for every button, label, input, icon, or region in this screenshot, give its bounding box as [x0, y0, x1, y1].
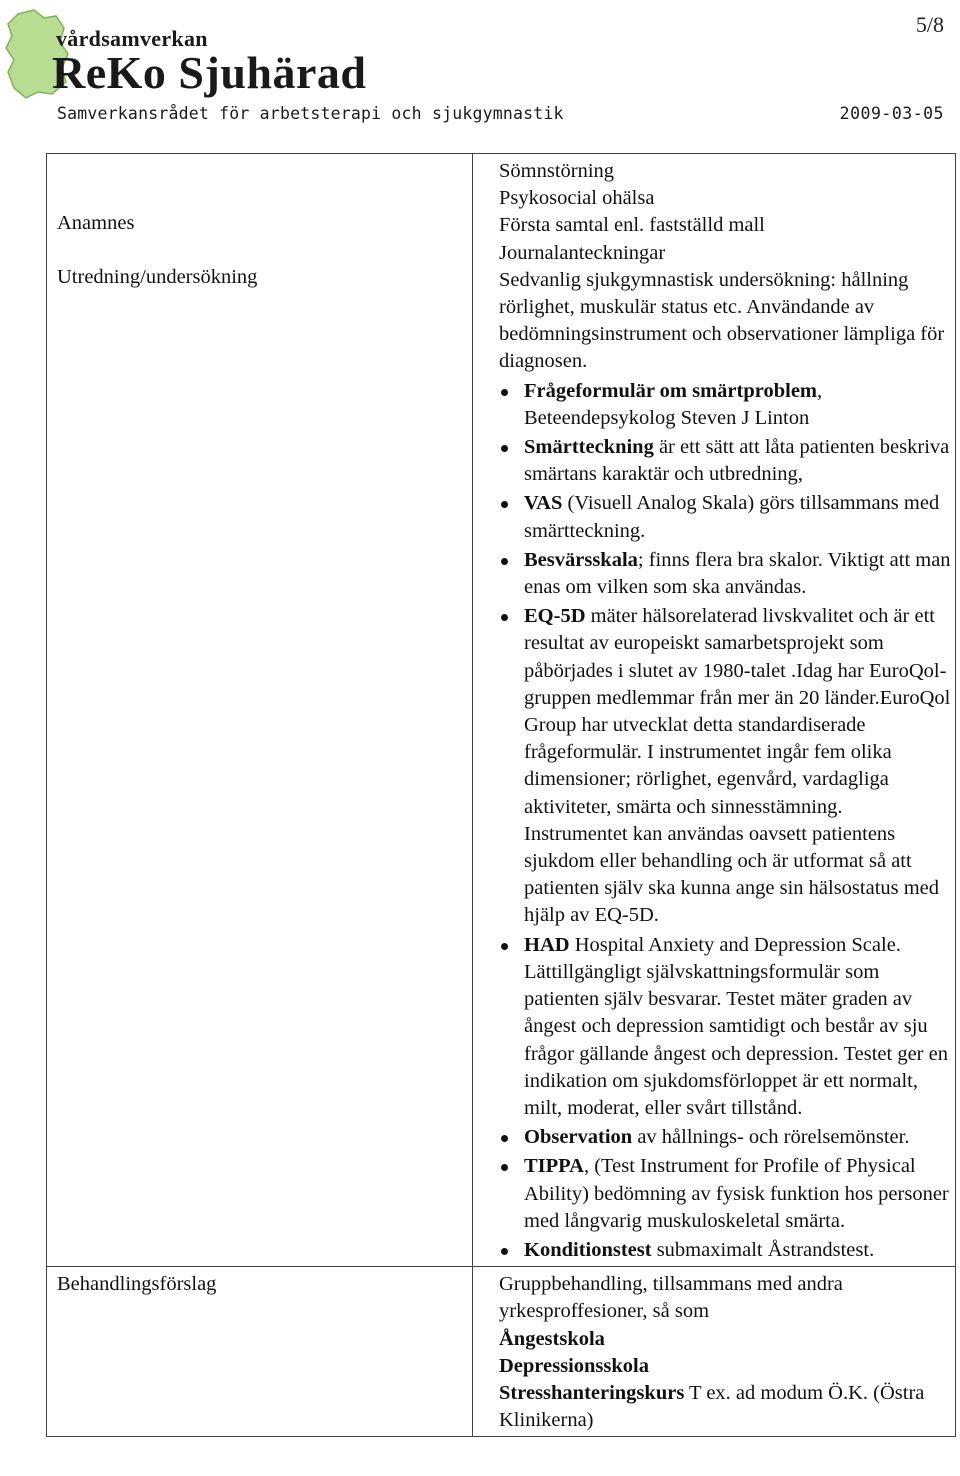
anamnes-line: Sömnstörning [499, 160, 615, 182]
organization-name: Samverkansrådet för arbetsterapi och sjukgymnastik [57, 104, 564, 123]
list-item [499, 1237, 951, 1264]
assessment-list [499, 378, 951, 1265]
item-text: är ett sätt att låta patienten beskriva smärtans karaktär och utbredning, [524, 436, 950, 486]
value-cell [473, 1267, 956, 1437]
list-item [499, 378, 951, 432]
item-text: Hospital Anxiety and Depression Scale. Lättillgängligt självskattningsformulär som patienten själv besvarar. Testet mäter graden av ångest och depression samtidigt och består av sju frågor gällande ångest och depression. Testet ger en indikation om sjukdomsförloppet är ett normalt, milt, moderat, eller svårt tillstånd. [524, 933, 948, 1119]
label-behandling: Behandlingsförslag [57, 1273, 217, 1296]
treatment-item: Stresshanteringskurs [499, 1381, 685, 1404]
item-text: av hållnings- och rörelsemönster. [632, 1126, 910, 1149]
treatment-item-text: T ex. ad modum Ö.K. (Östra Klinikerna) [499, 1381, 925, 1432]
list-item [499, 490, 951, 544]
anamnes-line: Psykosocial ohälsa [499, 187, 655, 210]
list-item [499, 932, 951, 1122]
table-row-behandling [47, 1267, 956, 1437]
label-utredning: Utredning/undersökning [57, 266, 258, 289]
item-term: Konditionstest [524, 1238, 652, 1261]
item-term: HAD [524, 933, 570, 956]
item-text: submaximalt Åstrandstest. [651, 1238, 875, 1261]
behandling-intro: Gruppbehandling, tillsammans med andra yrkesproffesioner, så som [499, 1273, 843, 1323]
item-text: (Visuell Analog Skala) görs tillsammans med smärtteckning. [524, 492, 940, 542]
item-term: VAS [524, 492, 563, 515]
item-term: Frågeformulär om smärtproblem [524, 379, 818, 402]
document-date: 2009-03-05 [839, 104, 944, 123]
label-cell [47, 154, 473, 1267]
treatment-table [46, 153, 956, 1437]
item-term: Besvärsskala [524, 548, 638, 571]
item-text: mäter hälsorelaterad livskvalitet och är ett resultat av europeiskt samarbetsprojekt som påbörjades i slutet av 1980-talet .Idag har EuroQol-gruppen medlemmar från mer än 20 länder.EuroQol Group har utvecklat detta standardiserade frågeformulär. I instrumentet ingår fem olika dimensioner; rörlighet, egenvård, vardagliga aktiviteter, smärta och sinnesstämning. Instrumentet kan användas oavsett patientens sjukdom eller behandling och är utformat så att patienten själv ska kunna ange sin hälsostatus med hjälp av EQ-5D. [524, 605, 951, 927]
item-text: , Beteendepsykolog Steven J Linton [524, 379, 823, 429]
item-term: Smärtteckning [524, 436, 654, 459]
treatment-item: Depressionsskola [499, 1354, 649, 1377]
list-item [499, 1153, 951, 1235]
item-text: ; finns flera bra skalor. Viktigt att man enas om vilken som ska användas. [524, 548, 951, 599]
value-cell [473, 154, 956, 1267]
item-term: TIPPA [524, 1155, 584, 1178]
anamnes-line: Journalanteckningar [499, 241, 666, 264]
list-item [499, 434, 951, 488]
page-number: 5/8 [915, 12, 944, 37]
list-item [499, 1124, 951, 1151]
anamnes-line: Första samtal enl. fastställd mall [499, 214, 765, 237]
list-item [499, 603, 951, 929]
list-item [499, 547, 951, 601]
table-row-anamnes-utredning [47, 154, 956, 1267]
logo-big-text: ReKo Sjuhärad [52, 47, 367, 98]
treatment-item: Ångestskola [499, 1327, 605, 1350]
reko-logo [4, 8, 404, 100]
item-term: EQ-5D [524, 605, 586, 628]
logo-small-text: vårdsamverkan [56, 26, 208, 51]
utredning-intro: Sedvanlig sjukgymnastisk undersökning: hållning rörlighet, muskulär status etc. Användande av bedömningsinstrument och observationer lämpliga för diagnosen. [499, 268, 945, 373]
item-text: , (Test Instrument for Profile of Physical Ability) bedömning av fysisk funktion hos personer med långvarig muskuloskeletal smärta. [524, 1155, 949, 1232]
label-cell [47, 1267, 473, 1437]
item-term: Observation [524, 1126, 633, 1149]
label-anamnes: Anamnes [57, 212, 135, 234]
